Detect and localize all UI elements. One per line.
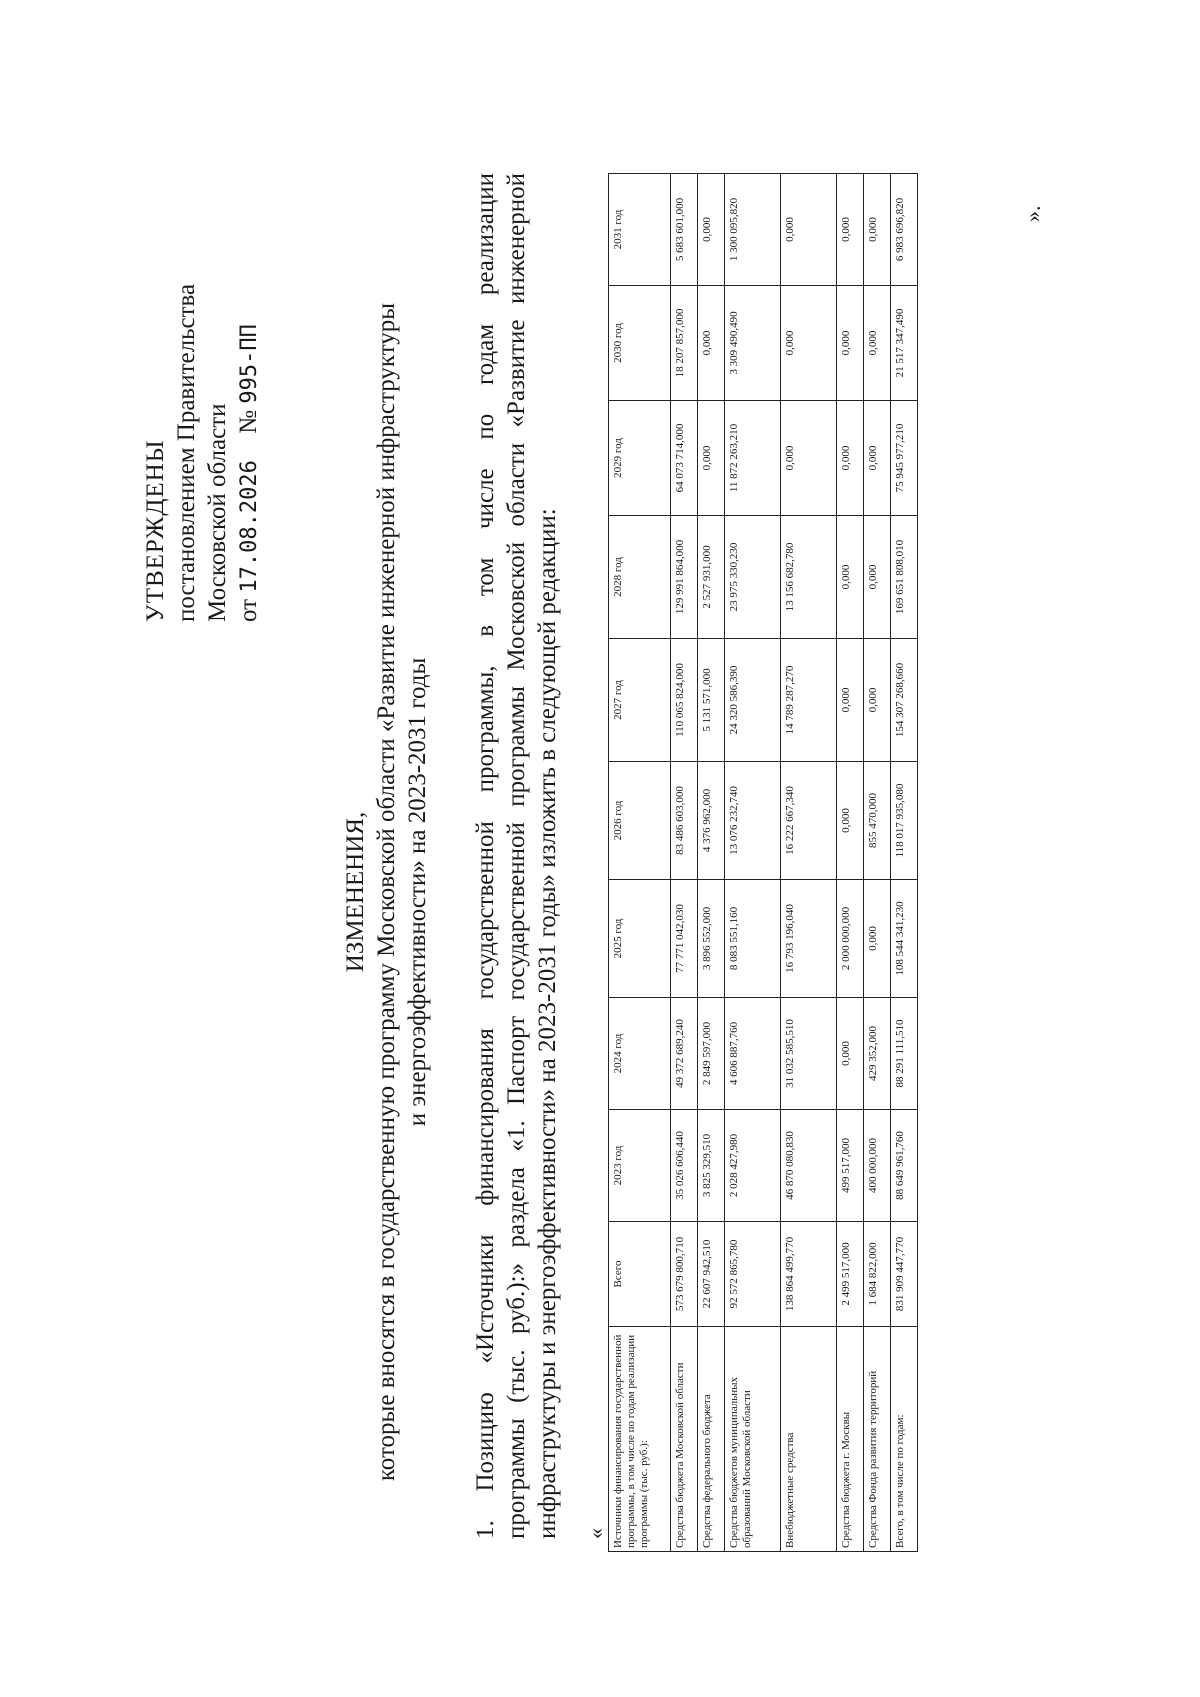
table-cell: 2 000 000,000	[837, 880, 864, 998]
approval-number: 995-ПП	[237, 324, 262, 404]
table-cell: 3 896 552,000	[698, 880, 725, 998]
table-cell: 8 083 551,160	[725, 880, 781, 998]
table-cell: 0,000	[698, 401, 725, 516]
table-cell: 154 307 268,660	[891, 639, 918, 762]
table-cell: 75 945 977,210	[891, 401, 918, 516]
table-cell: 0,000	[781, 174, 837, 286]
table-cell: 400 000,000	[864, 1110, 891, 1222]
approval-line-3: Московской области	[204, 403, 231, 622]
table-cell: Средства Фонда развития территорий	[864, 1327, 891, 1552]
table-cell: 0,000	[781, 286, 837, 401]
table-cell: 14 789 287,270	[781, 639, 837, 762]
table-cell: 35 026 606,440	[671, 1110, 698, 1222]
approval-block	[140, 284, 265, 622]
table-cell: 0,000	[864, 401, 891, 516]
table-cell: 0,000	[698, 174, 725, 286]
table-cell: 88 291 111,510	[891, 998, 918, 1110]
table-cell: 0,000	[864, 639, 891, 762]
table-cell: 5 683 601,000	[671, 174, 698, 286]
header-2028: 2028 год	[609, 516, 671, 639]
table-cell: 6 983 696,820	[891, 174, 918, 286]
table-row	[671, 174, 698, 1552]
table-cell: 77 771 042,030	[671, 880, 698, 998]
paragraph-line-3: инфраструктуры и энергоэффективности» на 2023-2031 годы» изложить в следующей редакции:	[534, 508, 561, 1539]
paragraph-line-1: 1. Позицию «Источники финансирования государственной программы, в том числе по годам реализации	[472, 173, 499, 1539]
table-cell: 129 991 864,000	[671, 516, 698, 639]
table-cell: Средства бюджета Московской области	[671, 1327, 698, 1552]
header-2029: 2029 год	[609, 401, 671, 516]
table-cell: 22 607 942,510	[698, 1222, 725, 1327]
table-cell: 18 207 857,000	[671, 286, 698, 401]
table-cell: Средства бюджетов муниципальных образований Московской области	[725, 1327, 781, 1552]
table-cell: 4 606 887,760	[725, 998, 781, 1110]
table-cell: 855 470,000	[864, 762, 891, 880]
table-cell: 0,000	[864, 286, 891, 401]
table-cell: 0,000	[837, 516, 864, 639]
table-cell: 2 849 597,000	[698, 998, 725, 1110]
table-cell: 0,000	[837, 286, 864, 401]
table-cell: 49 372 689,240	[671, 998, 698, 1110]
table-cell: 46 870 080,830	[781, 1110, 837, 1222]
table-cell: 0,000	[864, 880, 891, 998]
table-cell: 3 825 329,510	[698, 1110, 725, 1222]
approval-number-prefix: №	[235, 409, 262, 434]
table-cell: 1 300 095,820	[725, 174, 781, 286]
header-2031: 2031 год	[609, 174, 671, 286]
table-cell: 118 017 935,080	[891, 762, 918, 880]
header-total: Всего	[609, 1222, 671, 1327]
table-cell: 13 156 682,780	[781, 516, 837, 639]
table-cell: 429 352,000	[864, 998, 891, 1110]
table-row	[781, 174, 837, 1552]
table-cell: 0,000	[837, 401, 864, 516]
header-sources: Источники финансирования государственной программы, в том числе по годам реализации программы (тыс. руб.):	[609, 1327, 671, 1552]
header-2030: 2030 год	[609, 286, 671, 401]
table-header-row	[609, 174, 671, 1552]
table-cell: 2 527 931,000	[698, 516, 725, 639]
table-cell: 11 872 263,210	[725, 401, 781, 516]
table-cell: 2 028 427,980	[725, 1110, 781, 1222]
financing-table	[608, 173, 918, 1552]
amendment-paragraph	[470, 173, 563, 1539]
table-cell: 831 909 447,770	[891, 1222, 918, 1327]
table-cell: 4 376 962,000	[698, 762, 725, 880]
table-cell: Всего, в том числе по годам:	[891, 1327, 918, 1552]
table-cell: 88 649 961,760	[891, 1110, 918, 1222]
table-cell: 16 793 196,040	[781, 880, 837, 998]
opening-quote: «	[583, 1528, 608, 1539]
title-line-3: и энергоэффективности» на 2023-2031 годы	[404, 657, 431, 1127]
table-cell: 0,000	[837, 998, 864, 1110]
table-cell: 64 073 714,000	[671, 401, 698, 516]
table-cell: 16 222 667,340	[781, 762, 837, 880]
header-2023: 2023 год	[609, 1110, 671, 1222]
approval-date-line	[233, 284, 265, 622]
table-row	[837, 174, 864, 1552]
table-cell: 499 517,000	[837, 1110, 864, 1222]
table-cell: 21 517 347,490	[891, 286, 918, 401]
table-cell: 0,000	[864, 516, 891, 639]
table-cell: 0,000	[837, 639, 864, 762]
table-cell: Средства федерального бюджета	[698, 1327, 725, 1552]
header-2025: 2025 год	[609, 880, 671, 998]
table-cell: 169 651 808,010	[891, 516, 918, 639]
document-title	[340, 227, 433, 1557]
table-cell: 92 572 865,780	[725, 1222, 781, 1327]
title-heading: ИЗМЕНЕНИЯ,	[342, 811, 369, 973]
table-cell: 138 864 499,770	[781, 1222, 837, 1327]
table-cell: 2 499 517,000	[837, 1222, 864, 1327]
table-total-row	[891, 174, 918, 1552]
table-cell: 0,000	[837, 174, 864, 286]
closing-quote: ».	[1020, 205, 1045, 222]
approval-heading: УТВЕРЖДЕНЫ	[142, 439, 169, 622]
table-cell: 23 975 330,230	[725, 516, 781, 639]
approval-date: 17.08.2026	[237, 460, 262, 593]
table-cell: 1 684 822,000	[864, 1222, 891, 1327]
table-cell: 5 131 571,000	[698, 639, 725, 762]
table-cell: Средства бюджета г. Москвы	[837, 1327, 864, 1552]
table-cell: 31 032 585,510	[781, 998, 837, 1110]
table-cell: 3 309 490,490	[725, 286, 781, 401]
table-cell: 83 486 603,000	[671, 762, 698, 880]
table-cell: 0,000	[864, 174, 891, 286]
table-cell: 24 320 586,390	[725, 639, 781, 762]
table-row	[864, 174, 891, 1552]
table-cell: 108 544 341,230	[891, 880, 918, 998]
table-cell: Внебюджетные средства	[781, 1327, 837, 1552]
table-cell: 0,000	[781, 401, 837, 516]
header-2026: 2026 год	[609, 762, 671, 880]
table-cell: 573 679 800,710	[671, 1222, 698, 1327]
title-line-2: которые вносятся в государственную программу Московской области «Развитие инженерной инфраструктуры	[373, 302, 400, 1482]
table-row	[698, 174, 725, 1552]
table-row	[725, 174, 781, 1552]
table-cell: 110 065 824,000	[671, 639, 698, 762]
table-cell: 0,000	[837, 762, 864, 880]
approval-date-prefix: от	[235, 598, 262, 622]
header-2024: 2024 год	[609, 998, 671, 1110]
table-cell: 0,000	[698, 286, 725, 401]
header-2027: 2027 год	[609, 639, 671, 762]
paragraph-line-2: программы (тыс. руб.):» раздела «1. Паспорт государственной программы Московской области «Развитие инженерной	[503, 173, 530, 1539]
approval-line-2: постановлением Правительства	[173, 283, 200, 622]
table-cell: 13 076 232,740	[725, 762, 781, 880]
